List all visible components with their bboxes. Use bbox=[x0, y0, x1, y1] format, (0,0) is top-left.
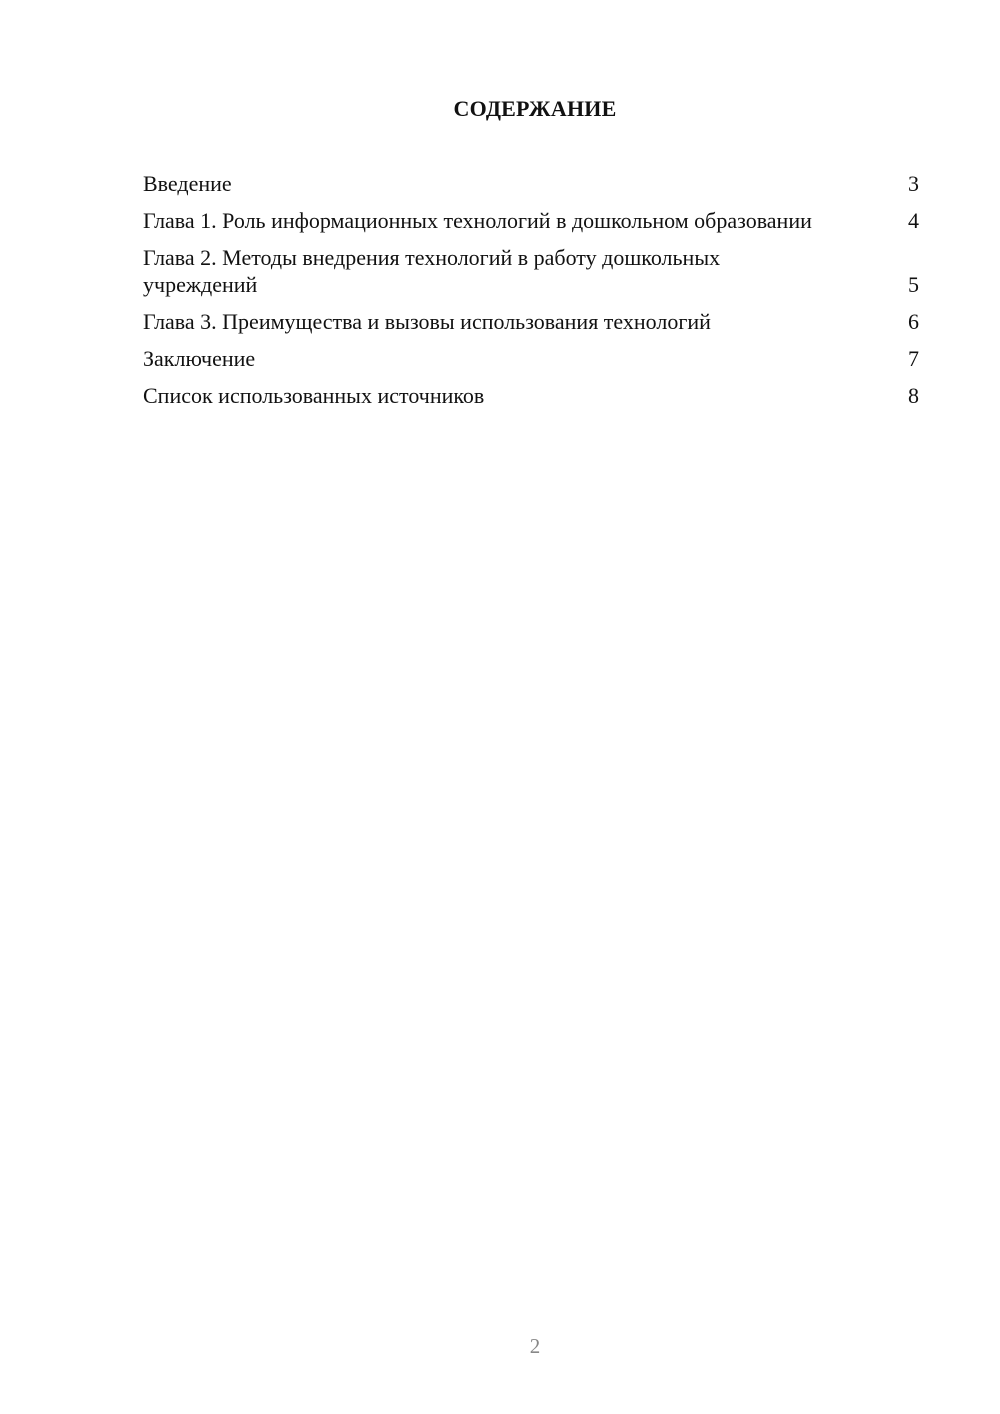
toc-entry bbox=[143, 308, 919, 335]
page-title: СОДЕРЖАНИЕ bbox=[453, 96, 617, 121]
toc-entry-page: 5 bbox=[908, 272, 919, 297]
toc-entry-page: 3 bbox=[908, 171, 919, 196]
toc-entry-text: Введение bbox=[143, 171, 232, 196]
toc-entry-page: 4 bbox=[908, 208, 919, 233]
toc-entry-page: 6 bbox=[908, 309, 919, 334]
page-number: 2 bbox=[529, 1334, 541, 1358]
toc-entry-text: Заключение bbox=[143, 346, 256, 371]
toc-entry bbox=[143, 244, 919, 298]
toc-entry-text: Глава 2. Методы внедрения технологий в работу дошкольных учреждений bbox=[143, 245, 721, 297]
toc-entry bbox=[143, 382, 919, 409]
toc-entry-text: Глава 1. Роль информационных технологий в дошкольном образовании bbox=[143, 208, 812, 233]
toc-entry bbox=[143, 345, 919, 372]
toc-entry bbox=[143, 170, 919, 197]
toc-entry-text: Глава 3. Преимущества и вызовы использования технологий bbox=[143, 309, 711, 334]
toc-entry-page: 7 bbox=[908, 346, 919, 371]
toc-entry-text: Список использованных источников bbox=[143, 383, 485, 408]
table-of-contents bbox=[143, 170, 919, 419]
toc-entry-page: 8 bbox=[908, 383, 919, 408]
toc-entry bbox=[143, 207, 919, 234]
